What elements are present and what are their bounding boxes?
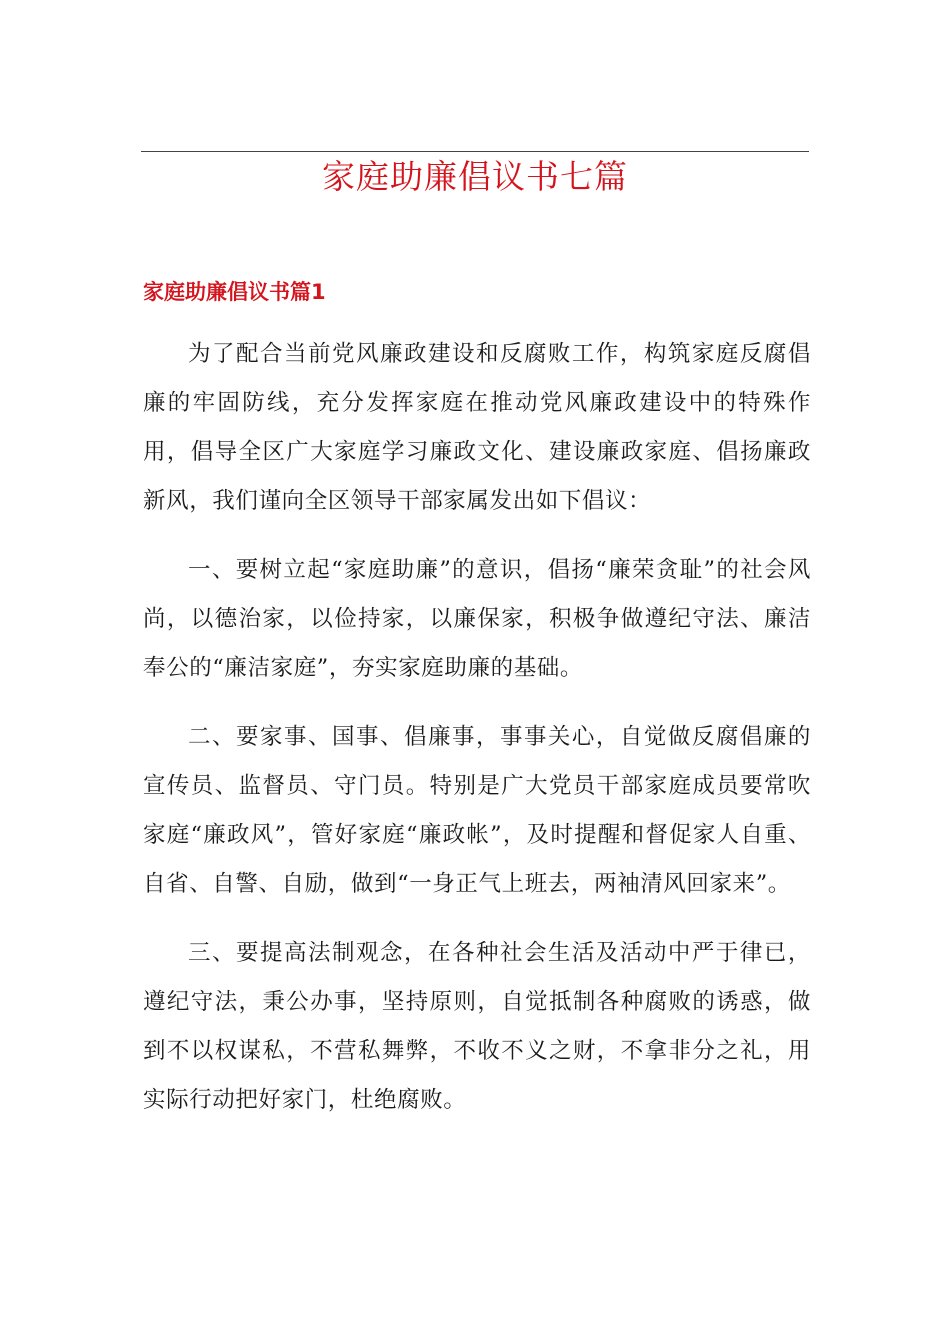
paragraph-point-2: 二、要家事、国事、倡廉事，事事关心，自觉做反腐倡廉的宣传员、监督员、守门员。特别是广大党员干部家庭成员要常吹家庭“廉政风”，管好家庭“廉政帐”，及时提醒和督促家人自重、自省、自警、自励，做到“一身正气上班去，两袖清风回家来”。 xyxy=(143,724,811,897)
paragraph-point-3: 三、要提高法制观念，在各种社会生活及活动中严于律已，遵纪守法，秉公办事，坚持原则，自觉抵制各种腐败的诱惑，做到不以权谋私，不营私舞弊，不收不义之财，不拿非分之礼，用实际行动把好家门，杜绝腐败。 xyxy=(143,940,811,1113)
document-title: 家庭助廉倡议书七篇 xyxy=(322,157,628,196)
paragraph-intro: 为了配合当前党风廉政建设和反腐败工作，构筑家庭反腐倡廉的牢固防线，充分发挥家庭在推动党风廉政建设中的特殊作用，倡导全区广大家庭学习廉政文化、建设廉政家庭、倡扬廉政新风，我们谨向全区领导干部家属发出如下倡议： xyxy=(143,341,811,514)
document-body xyxy=(143,330,811,1145)
paragraph-point-1: 一、要树立起“家庭助廉”的意识，倡扬“廉荣贪耻”的社会风尚，以德治家，以俭持家，以廉保家，积极争做遵纪守法、廉洁奉公的“廉洁家庭”，夯实家庭助廉的基础。 xyxy=(143,557,811,681)
section-heading: 家庭助廉倡议书篇1 xyxy=(143,280,326,304)
